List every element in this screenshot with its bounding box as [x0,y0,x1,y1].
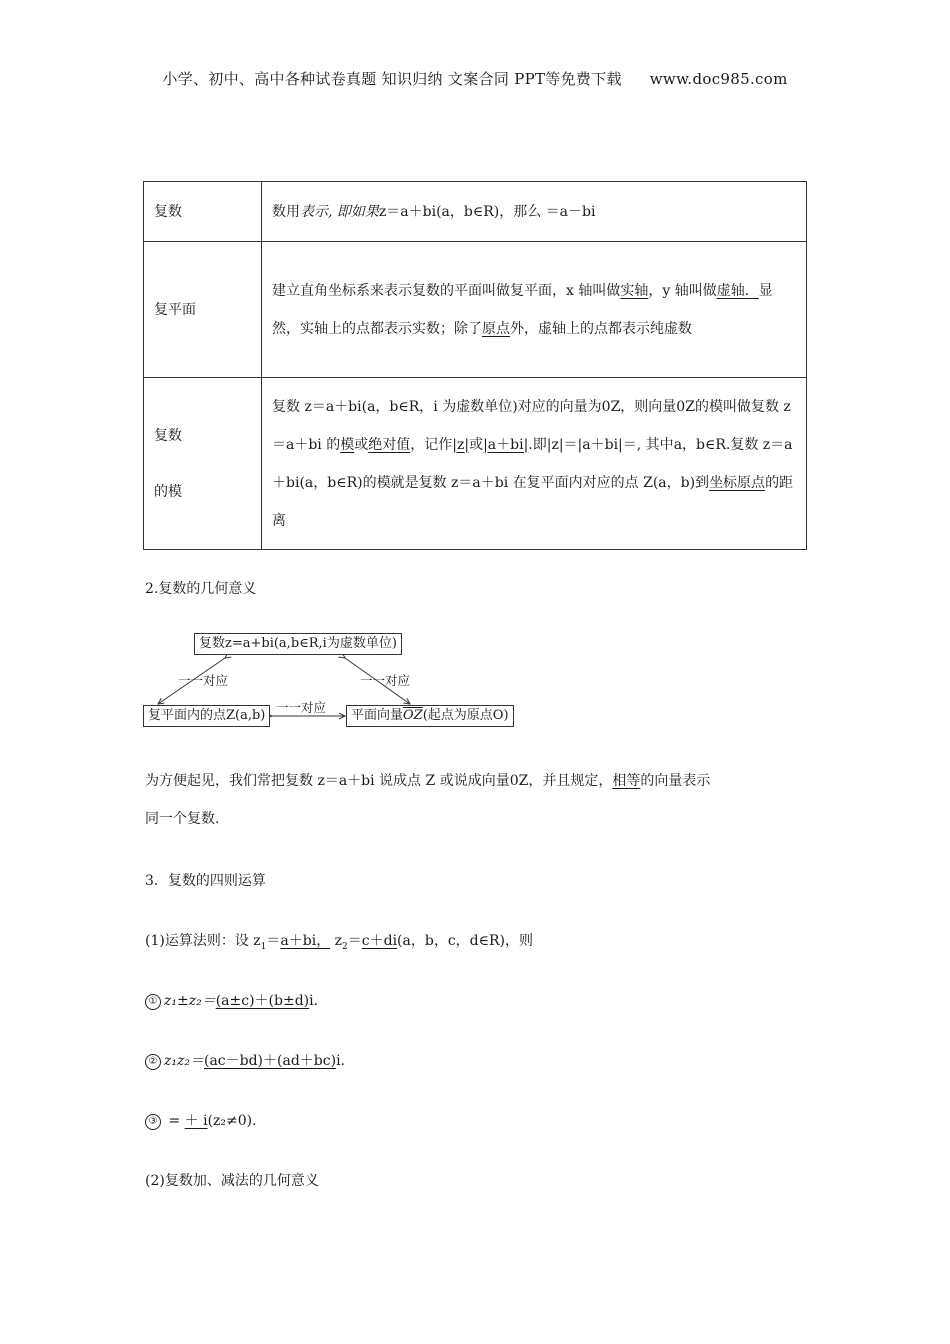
def-text: 或 [354,436,369,453]
section-2-title: 2.复数的几何意义 [145,581,257,597]
rule-text: (1)运算法则：设 z [145,933,261,949]
def-text: 表示, 即如果 [300,203,379,220]
def-text: 数用 [272,203,300,220]
box-text: 复数z=a+bi(a,b∈R,i为虚数单位) [199,636,397,651]
diagram-vector-box [346,705,514,727]
rules-intro: (1)运算法则：设 $z_1=a+bi$， $z_2=c+di(a$，b，c，d∈R)，则 [145,933,533,952]
diagram-point-box [143,705,270,727]
rule-2 [145,1050,345,1070]
def-underline: |z| [452,436,470,453]
rule-text: (z₂≠0)． [207,1113,267,1129]
rule-text: i. [309,993,319,1009]
rule-text: z₁z₂＝ [164,1053,204,1069]
rule-1 [145,990,318,1010]
def-text: 建立直角坐标系来表示复数的平面叫做复平面，x 轴叫做 [272,282,621,299]
convenience-paragraph [145,762,810,838]
def-underline: 绝对值 [368,436,411,453]
label-right: 一一对应 [360,673,411,688]
subsection-2-title: (2)复数加、减法的几何意义 [145,1173,319,1189]
def-text: 或 [469,436,484,453]
rule-text: ＝ [266,933,281,949]
def-underline: 虚轴． [716,282,759,299]
term-text: 复数 [154,427,182,444]
rule-number: ③ [145,1114,161,1130]
rule-text: z₁±z₂＝ [164,993,216,1009]
rule-text: = [164,1113,185,1129]
term-cell: 复数 [144,182,262,242]
rule-underline: (a±c)＋(b±d) [215,993,310,1009]
def-text: 的距离 [272,474,794,529]
diagram-complex-box [194,633,402,655]
def-text: 的点 Z(a，b)到 [610,474,710,491]
term-cell: 复平面 [144,242,262,378]
vector-symbol: $\overline{OZ}$ [403,708,423,723]
box-text: (起点为原点O) [422,708,509,723]
rule-text: (a，b，c，d∈R)，则 [397,933,533,949]
rule-3 [145,1110,266,1130]
def-text: .即|z|＝|a＋bi|＝, 其中 [528,436,674,453]
box-text: 平面向量 [351,708,404,723]
para-underline: 相等 [612,773,641,789]
def-underline: |a＋bi| [483,436,529,453]
rule-text: i. [336,1053,345,1069]
def-text: 显然，实轴上的点都表示实数；除了 [272,282,773,337]
def-underline: 原点 [482,320,510,337]
box-text: 复平面内的点Z(a,b) [148,708,266,723]
rule-underline: c＋di [361,933,398,949]
def-text: a，b∈R.复数 z＝a＋bi(a，b∈R)的模就是复数 z＝a＋bi 在复平面内对应 [272,436,793,491]
header-text: 小学、初中、高中各种试卷真题 知识归纳 文案合同 PPT等免费下载 [162,70,622,88]
rule-underline: a＋bi， [280,933,331,949]
section-3-title: 3．复数的四则运算 [145,873,266,889]
def-formula: z＝a＋bi(a，b∈R) [378,203,500,220]
rule-number: ① [145,994,161,1010]
para-text: 同一个复数. [145,811,220,827]
term-text: 的模 [154,483,182,500]
def-underline: 模 [340,436,355,453]
para-text: 为方便起见，我们常把复数 z＝a＋bi 说成点 Z 或说成向量0Z，并且规定， [145,773,613,789]
rule-number: ② [145,1054,161,1070]
def-text: 外，虚轴上的点都表示纯虚数 [510,320,692,337]
def-text: 做复数 z＝a＋bi 的 [272,398,791,453]
def-underline: 实轴 [620,282,649,299]
def-text: ，记作 [410,436,453,453]
header-site: www.doc985.com [649,70,788,88]
def-underline: 坐标原点 [709,474,766,491]
def-text: 复数 z＝a＋bi(a，b∈R，i 为虚数单位)对应的向量为0Z，则向量0Z的模叫 [272,398,737,415]
label-left: 一一对应 [178,673,229,688]
def-text: ，那么 ＝a－bi [499,203,596,220]
label-mid: 一一对应 [276,700,327,715]
rule-text: ＝ [347,933,362,949]
para-text: 的向量表示 [640,773,711,789]
rule-text: z [330,933,343,949]
rule-underline: (ac－bd)＋(ad＋bc) [203,1053,337,1069]
rule-underline: ＋ i [184,1113,208,1129]
def-text: ，y 轴叫做 [648,282,717,299]
